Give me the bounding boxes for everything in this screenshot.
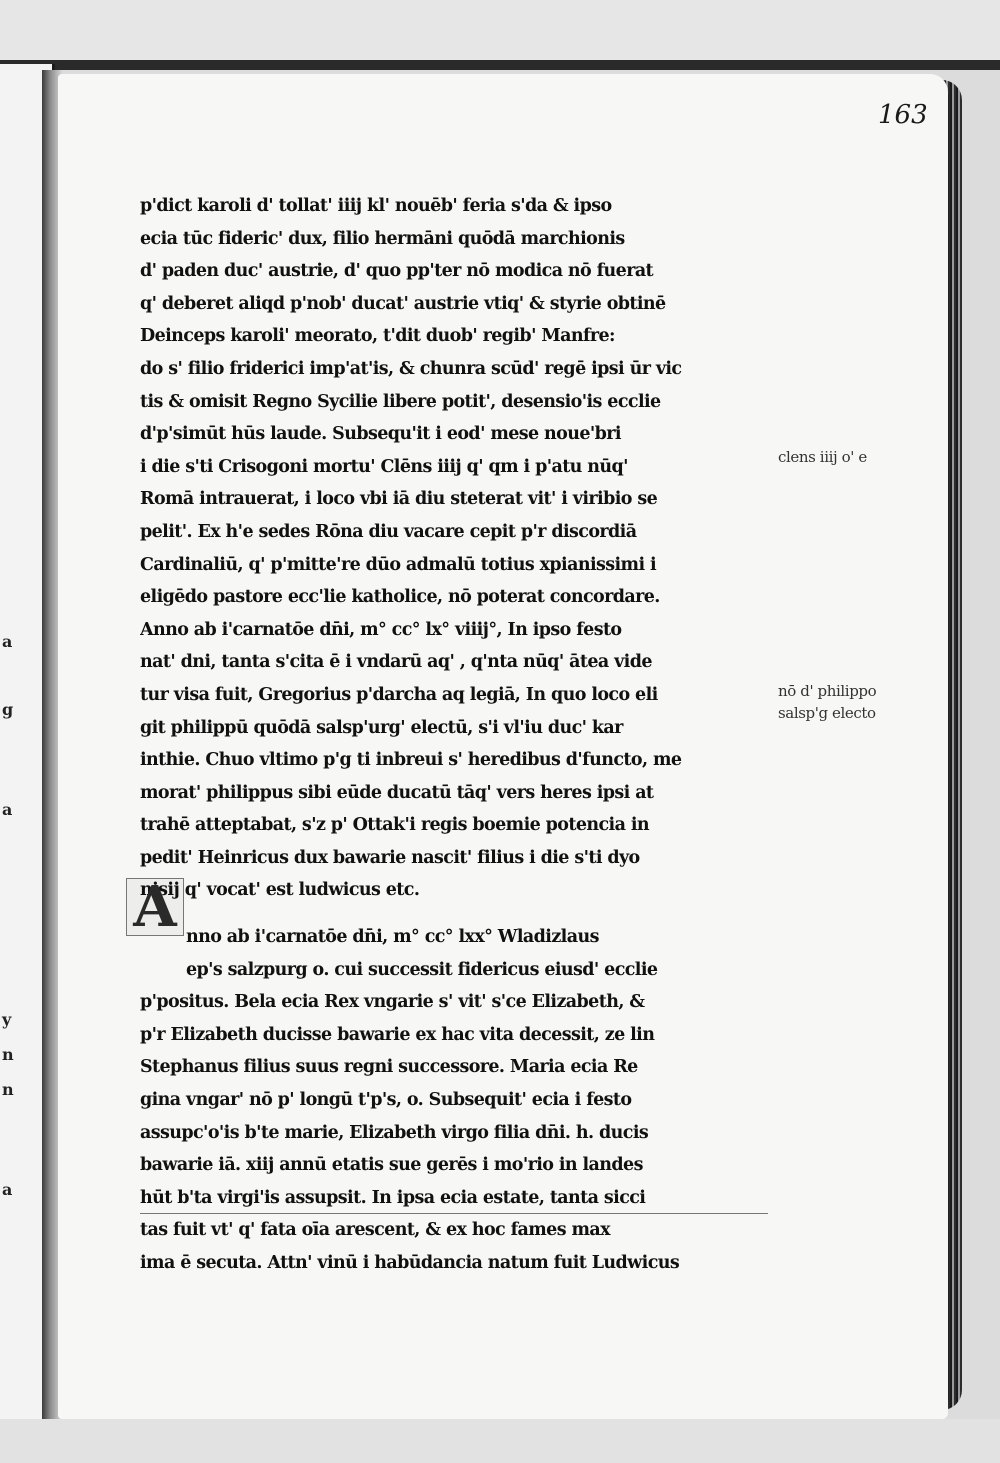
left-page-fragment: n xyxy=(2,1045,14,1064)
text-line: p'dict karoli d' tollat' iiij kl' nouēb' feria s'da & ipso xyxy=(140,196,612,216)
text-line: ep's salzpurg o. cui successit fidericus eiusd' ecclie xyxy=(186,959,658,980)
text-line: nno ab i'carnatōe dn̄i, m° cc° lxx° Wladizlaus xyxy=(186,927,599,948)
text-line: do s' filio friderici imp'at'is, & chunra scūd' regē ipsi ūr vic xyxy=(140,358,682,379)
marginal-note xyxy=(778,680,876,724)
text-line: ima ē secuta. Attn' vinū i habūdancia natum fuit Ludwicus xyxy=(140,1253,680,1273)
binding-top-edge xyxy=(0,60,1000,70)
left-page-fragment: a xyxy=(2,632,13,651)
text-line: pedit' Heinricus dux bawarie nascit' filius i die s'ti dyo xyxy=(140,847,640,868)
text-line: d' paden duc' austrie, d' quo pp'ter nō modica nō fuerat xyxy=(140,261,654,282)
decorated-initial: A xyxy=(126,878,184,936)
text-line: morat' philippus sibi eūde ducatū tāq' vers heres ipsi at xyxy=(140,782,654,803)
text-line: Anno ab i'carnatōe dn̄i, m° cc° lx° viiij°, In ipso festo xyxy=(140,619,622,640)
text-line: Cardinaliū, q' p'mitte're dūo admalū totius xpianissimi i xyxy=(140,554,657,575)
text-line: inthie. Chuo vltimo p'g ti inbreui s' heredibus d'functo, me xyxy=(140,750,682,771)
text-line: Romā intrauerat, i loco vbi iā diu steterat vit' i viribio se xyxy=(140,489,658,510)
text-line: q' deberet aliqd p'nob' ducat' austrie vtiq' & styrie obtinē xyxy=(140,293,666,314)
folio-number: 163 xyxy=(878,100,928,130)
left-page-fragment: g xyxy=(2,700,14,719)
text-line: d'p'simūt hūs laude. Subsequ'it i eod' mese noue'bri xyxy=(140,424,621,445)
text-line: nisij q' vocat' est ludwicus etc. xyxy=(140,880,420,901)
text-line: gina vngar' nō p' longū t'p's, o. Subsequit' ecia i festo xyxy=(140,1090,632,1111)
text-line: Deinceps karoli' meorato, t'dit duob' regib' Manfre: xyxy=(140,326,615,347)
left-page-fragment: a xyxy=(2,1180,13,1199)
text-line: i die s'ti Crisogoni mortu' Clēns iiij q' qm i p'atu nūq' xyxy=(140,456,628,477)
text-line: assupc'o'is b'te marie, Elizabeth virgo filia dn̄i. h. ducis xyxy=(140,1122,649,1143)
text-line: tur visa fuit, Gregorius p'darcha aq legiā, In quo loco eli xyxy=(140,684,658,705)
marginal-note-line: salsp'g electo xyxy=(778,704,876,722)
text-line: tas fuit vt' q' fata oīa arescent, & ex hoc fames max xyxy=(140,1220,610,1241)
text-line: tis & omisit Regno Sycilie libere potit', desensio'is ecclie xyxy=(140,391,661,412)
text-line: p'positus. Bela ecia Rex vngarie s' vit' s'ce Elizabeth, & xyxy=(140,992,645,1013)
marginal-note-line: nō d' philippo xyxy=(778,682,877,700)
scan-top-background xyxy=(0,0,1000,60)
marginal-note-line: clens iiij o' e xyxy=(778,448,867,466)
text-line: ecia tūc fideric' dux, filio hermāni quōdā marchionis xyxy=(140,228,625,249)
text-line: p'r Elizabeth ducisse bawarie ex hac vita decessit, ze lin xyxy=(140,1024,655,1045)
text-line: hūt b'ta virgi'is assupsit. In ipsa ecia estate, tanta sicci xyxy=(140,1187,646,1208)
left-page-fragment: n xyxy=(2,1080,14,1099)
text-line: bawarie iā. xiij annū etatis sue gerēs i mo'rio in landes xyxy=(140,1155,643,1176)
left-page-fragment: y xyxy=(2,1010,12,1029)
text-line: Stephanus filius suus regni successore. Maria ecia Re xyxy=(140,1057,638,1078)
left-page-fragment: a xyxy=(2,800,13,819)
text-line: trahē atteptabat, s'z p' Ottak'i regis boemie potencia in xyxy=(140,815,650,836)
main-text-block xyxy=(140,190,770,1280)
text-line: eligēdo pastore ecc'lie katholice, nō poterat concordare. xyxy=(140,587,660,608)
scan-bottom-background xyxy=(0,1419,1000,1463)
text-line: nat' dni, tanta s'cita ē i vndarū aq' , q'nta nūq' ātea vide xyxy=(140,652,652,673)
text-line: git philippū quōdā salsp'urg' electū, s'i vl'iu duc' kar xyxy=(140,717,623,738)
marginal-note xyxy=(778,448,867,466)
ruling-line xyxy=(140,1213,768,1214)
text-line: pelit'. Ex h'e sedes Rōna diu vacare cepit p'r discordiā xyxy=(140,521,637,542)
